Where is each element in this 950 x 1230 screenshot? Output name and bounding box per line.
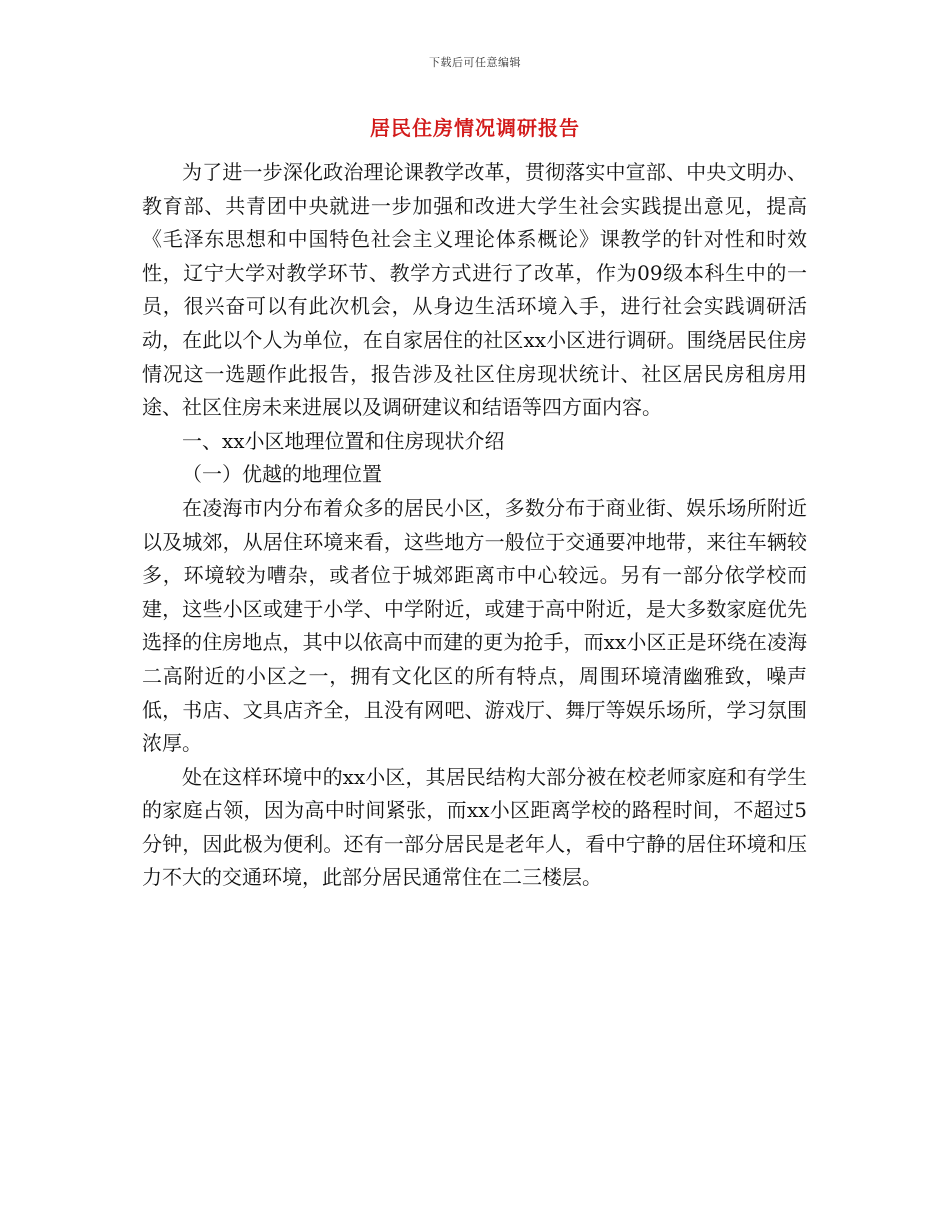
section-heading: 一、xx小区地理位置和住房现状介绍 — [182, 428, 505, 453]
paragraph-residents: 处在这样环境中的xx小区，其居民结构大部分被在校老师家庭和有学生的家庭占领，因为高中时间紧张，而xx小区距离学校的路程时间，不超过5分钟，因此极为便利。还有一部分居民是老年人，看中宁静的居住环境和压力不大的交通环境，此部分居民通常住在二三楼层。 — [142, 764, 807, 890]
document-body — [142, 156, 807, 895]
document-title: 居民住房情况调研报告 — [370, 116, 580, 140]
paragraph-intro: 为了进一步深化政治理论课教学改革，贯彻落实中宣部、中央文明办、教育部、共青团中央就进一步加强和改进大学生社会实践提出意见，提高《毛泽东思想和中国特色社会主义理论体系概论》课教学的针对性和时效性，辽宁大学对教学环节、教学方式进行了改革，作为09级本科生中的一员，很兴奋可以有此次机会，从身边生活环境入手，进行社会实践调研活动，在此以个人为单位，在自家居住的社区xx小区进行调研。围绕居民住房情况这一选题作此报告，报告涉及社区住房现状统计、社区居民房租房用途、社区住房未来进展以及调研建议和结语等四方面内容。 — [142, 160, 807, 420]
paragraph-location: 在凌海市内分布着众多的居民小区，多数分布于商业街、娱乐场所附近以及城郊，从居住环境来看，这些地方一般位于交通要冲地带，来往车辆较多，环境较为嘈杂，或者位于城郊距离市中心较远。另有一部分依学校而建，这些小区或建于小学、中学附近，或建于高中附近，是大多数家庭优先选择的住房地点，其中以依高中而建的更为抢手，而xx小区正是环绕在凌海二高附近的小区之一，拥有文化区的所有特点，周围环境清幽雅致，噪声低，书店、文具店齐全，且没有网吧、游戏厅、舞厅等娱乐场所，学习氛围浓厚。 — [142, 495, 807, 756]
header-note: 下载后可任意编辑 — [429, 56, 521, 69]
subsection-heading: （一）优越的地理位置 — [182, 462, 382, 487]
